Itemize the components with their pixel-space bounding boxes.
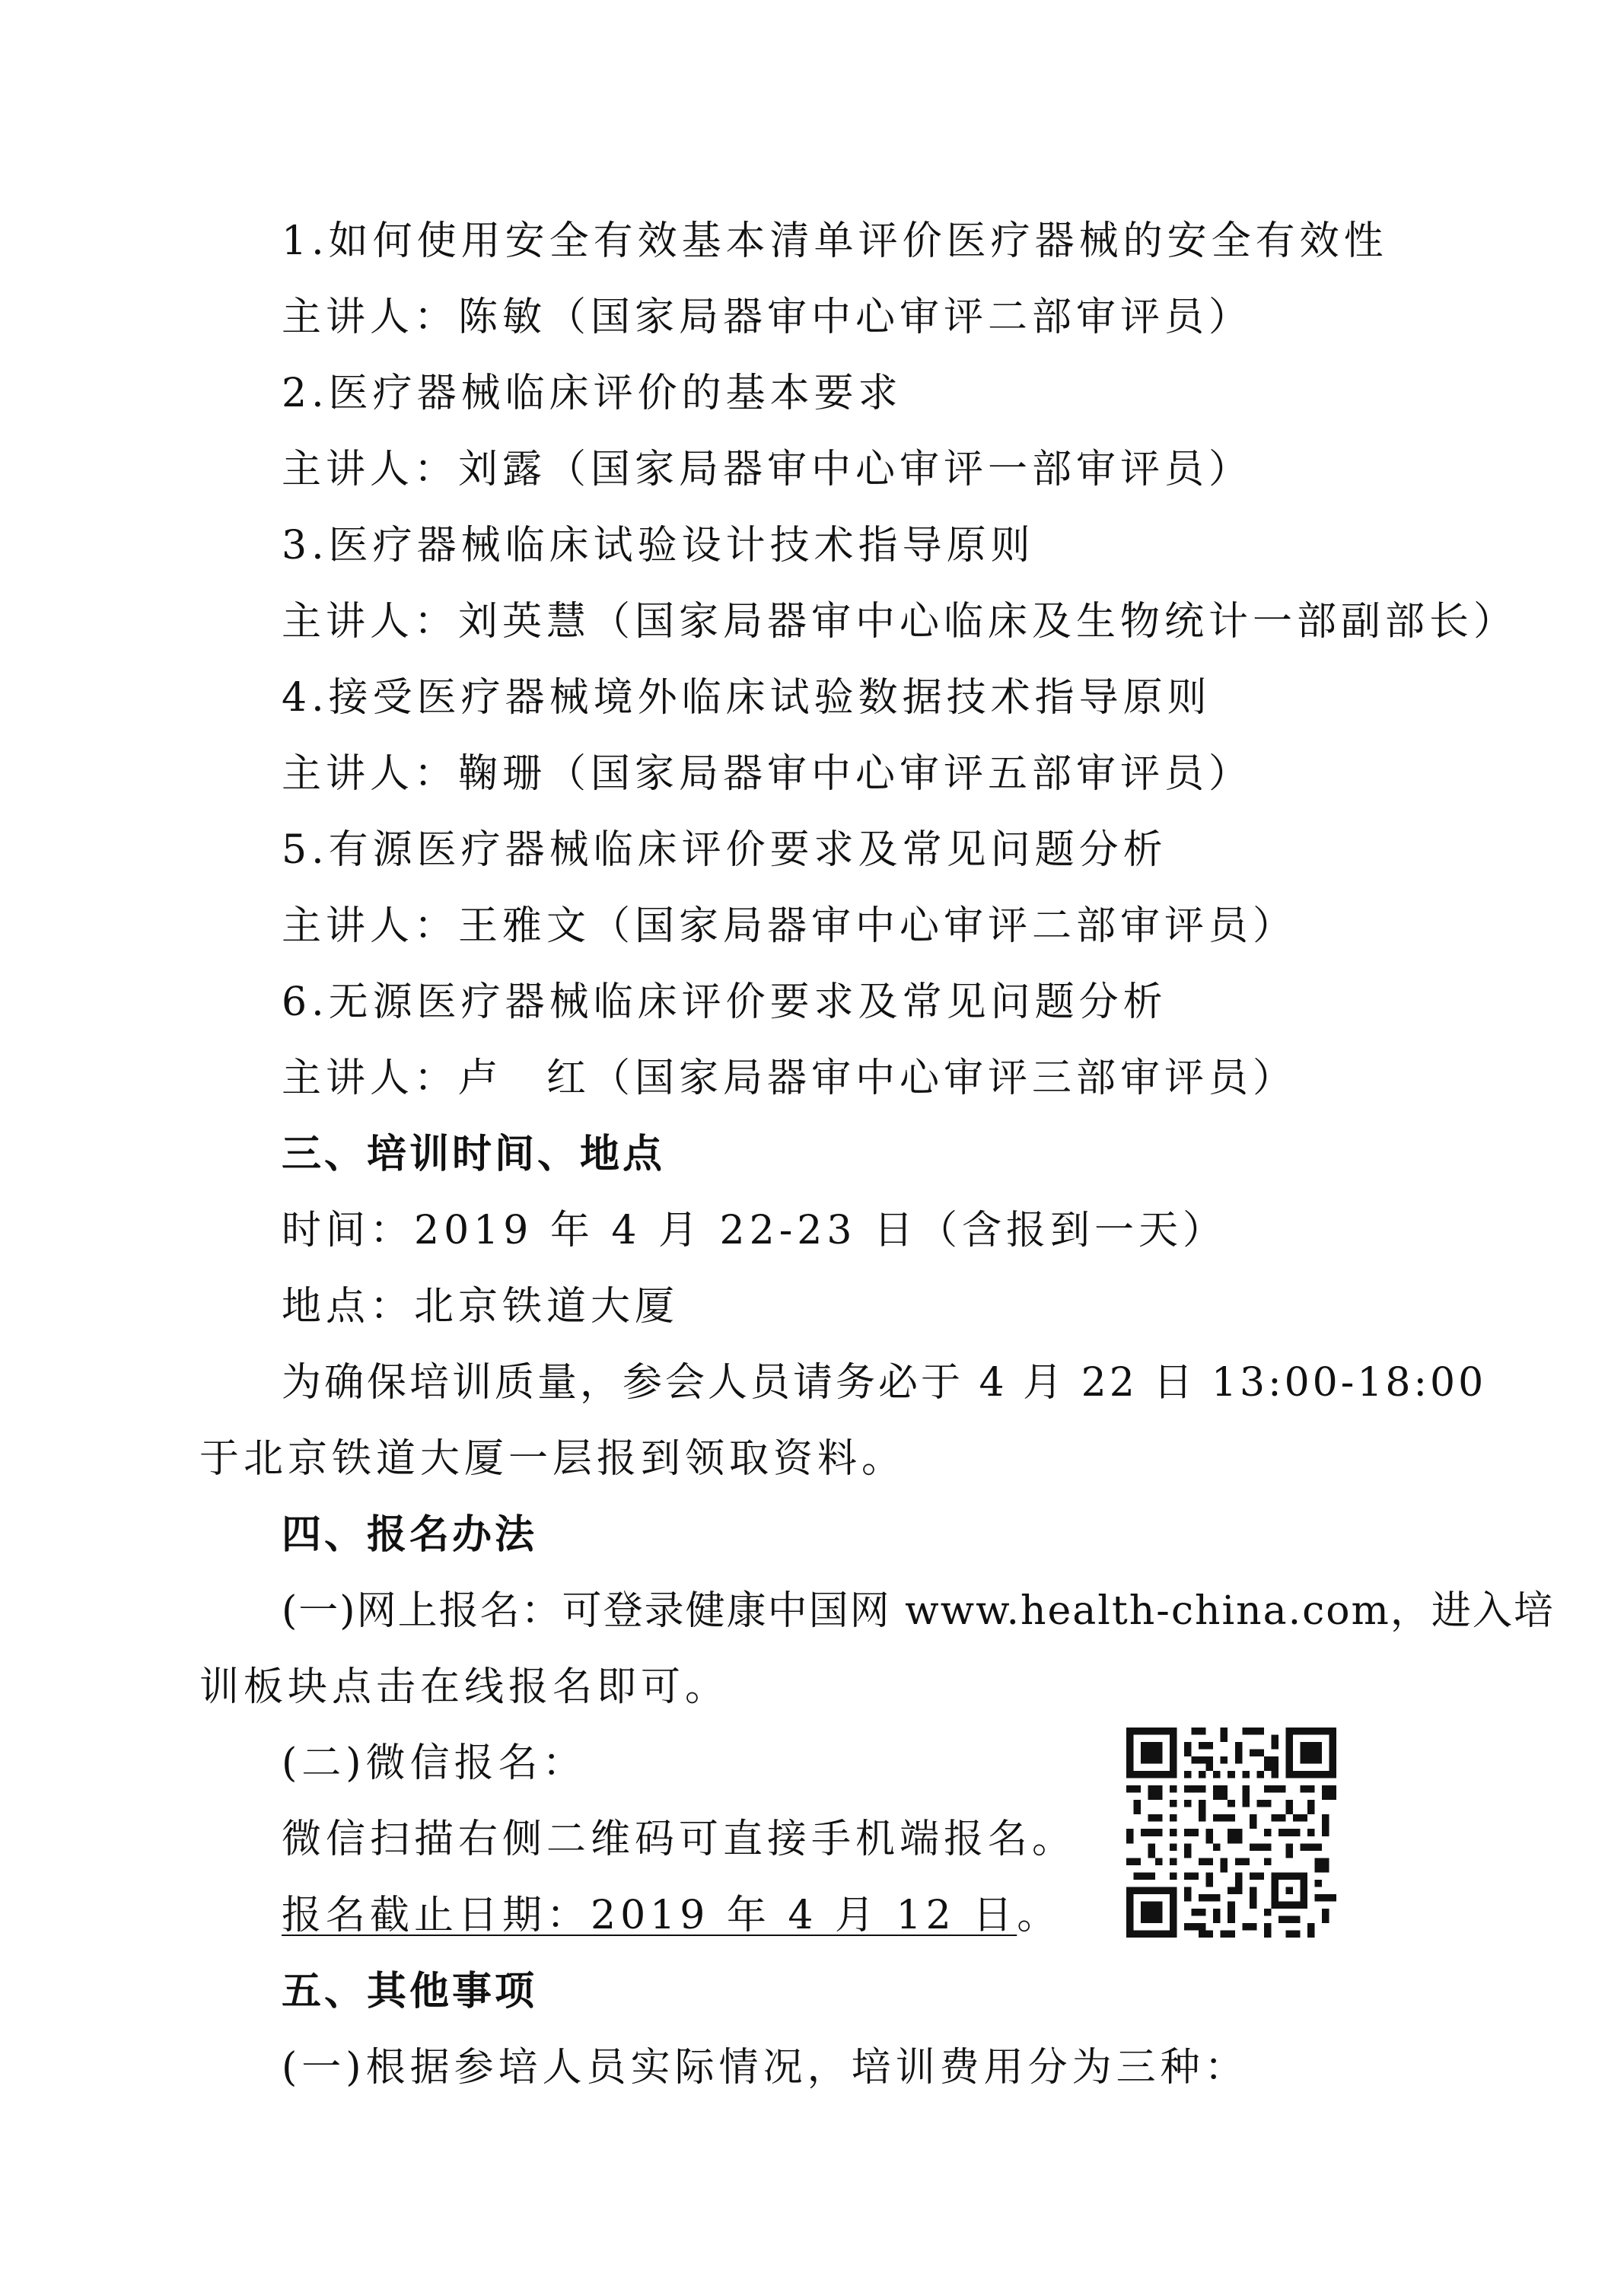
registration-deadline xyxy=(282,1885,1061,1946)
topic-5: 5.有源医疗器械临床评价要求及常见问题分析 xyxy=(282,827,1167,873)
speaker-6: 主讲人：卢 红（国家局器审中心审评三部审评员） xyxy=(282,1056,1298,1101)
wechat-registration-title: (二)微信报名： xyxy=(282,1740,587,1786)
speaker-5: 主讲人：王雅文（国家局器审中心审评二部审评员） xyxy=(282,903,1298,949)
online-registration-line-2: 训板块点击在线报名即可。 xyxy=(199,1664,730,1710)
qr-code-icon[interactable] xyxy=(1126,1728,1336,1938)
deadline-text: 报名截止日期：2019 年 4 月 12 日 xyxy=(282,1893,1017,1938)
training-time: 时间：2019 年 4 月 22-23 日（含报到一天） xyxy=(282,1208,1227,1253)
deadline-period: 。 xyxy=(1017,1893,1062,1938)
speaker-1: 主讲人：陈敏（国家局器审中心审评二部审评员） xyxy=(282,295,1253,340)
speaker-4: 主讲人：鞠珊（国家局器审中心审评五部审评员） xyxy=(282,751,1253,797)
topic-3: 3.医疗器械临床试验设计技术指导原则 xyxy=(282,523,1035,568)
checkin-note-line-2: 于北京铁道大厦一层报到领取资料。 xyxy=(199,1436,906,1482)
section-3-heading: 三、培训时间、地点 xyxy=(282,1132,666,1177)
speaker-3: 主讲人：刘英慧（国家局器审中心临床及生物统计一部副部长） xyxy=(282,599,1518,645)
checkin-note-line-1: 为确保培训质量，参会人员请务必于 4 月 22 日 13:00-18:00 xyxy=(282,1360,1487,1406)
section-5-heading: 五、其他事项 xyxy=(282,1969,538,2014)
training-place: 地点：北京铁道大厦 xyxy=(282,1284,680,1330)
speaker-2: 主讲人：刘露（国家局器审中心审评一部审评员） xyxy=(282,447,1253,492)
section-4-heading: 四、报名办法 xyxy=(282,1512,538,1558)
fee-line: (一)根据参培人员实际情况，培训费用分为三种： xyxy=(282,2045,1249,2091)
topic-6: 6.无源医疗器械临床评价要求及常见问题分析 xyxy=(282,979,1167,1025)
online-registration-line-1: (一)网上报名：可登录健康中国网 www.health-china.com，进入培 xyxy=(282,1588,1555,1634)
topic-4: 4.接受医疗器械境外临床试验数据技术指导原则 xyxy=(282,675,1212,721)
wechat-registration-desc: 微信扫描右侧二维码可直接手机端报名。 xyxy=(282,1817,1077,1862)
topic-1: 1.如何使用安全有效基本清单评价医疗器械的安全有效性 xyxy=(282,218,1388,264)
topic-2: 2.医疗器械临床评价的基本要求 xyxy=(282,371,903,416)
